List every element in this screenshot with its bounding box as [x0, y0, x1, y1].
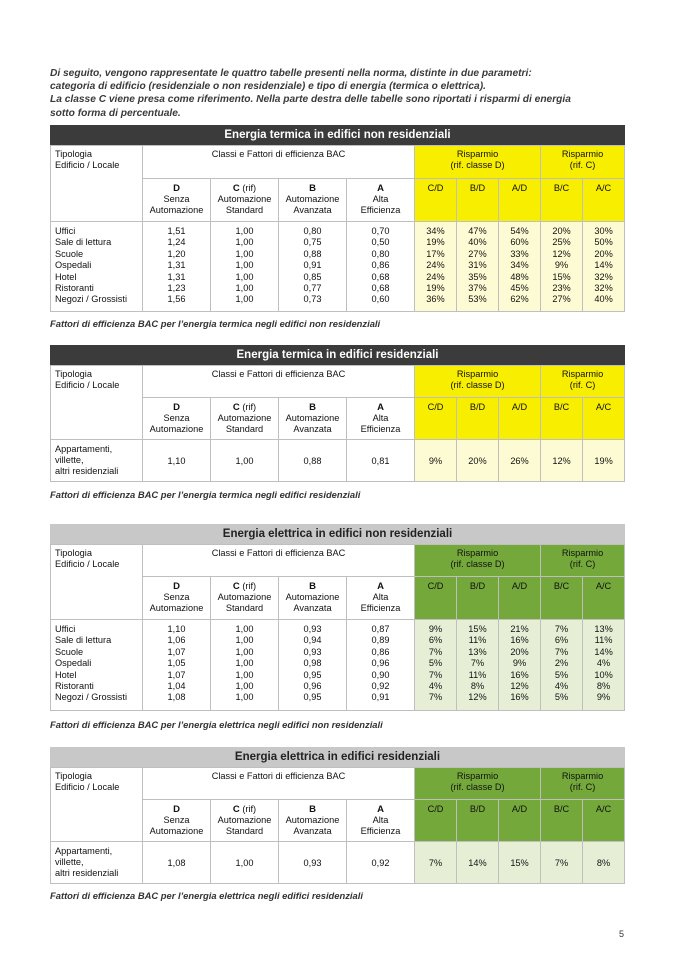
table-cell: 27%	[468, 248, 487, 259]
table-cell: 9%	[428, 624, 443, 634]
table-cell: 0,73	[303, 294, 322, 305]
table-cell: Scuole	[55, 646, 84, 657]
bac-table	[50, 365, 625, 482]
table-cell: 1,56	[167, 294, 186, 305]
table-title: Energia termica in edifici residenziali	[50, 345, 625, 365]
sav-ac-header: A/C	[583, 398, 625, 440]
class-b-header: B Automazione Avanzata	[279, 577, 347, 620]
intro-line: categoria di edificio (residenziale o non residenziale) e tipo di energia (termica o elettrica).	[50, 81, 486, 93]
table-cell: 7%	[428, 692, 443, 703]
table-cell: 24%	[426, 260, 445, 271]
sav-bc-header: B/C	[541, 577, 583, 620]
table-cell: 1,00	[235, 282, 254, 293]
table-cell: 19%	[426, 237, 445, 248]
intro-line: La classe C viene presa come riferimento. Nella parte destra delle tabelle sono riportati i risparmi di energia	[50, 94, 571, 106]
tipologia-header: Tipologia Edificio / Locale	[51, 366, 143, 440]
sav-ac-header: A/C	[583, 179, 625, 222]
table-cell: 60%	[510, 237, 529, 248]
table-cell: 16%	[510, 635, 529, 646]
table-cell: 0,95	[303, 692, 322, 703]
table-cell: 8%	[596, 680, 611, 691]
building-types-column	[51, 620, 143, 711]
table-cell: 1,00	[235, 226, 254, 236]
table-cell: 5%	[554, 669, 569, 680]
table-cell: 0,96	[371, 658, 390, 669]
table-cell: 1,00	[235, 635, 254, 646]
table-cell: 12%	[468, 692, 487, 703]
class-c-values	[211, 620, 279, 711]
table-cell: 17%	[426, 248, 445, 259]
sav-ad-header: A/D	[499, 800, 541, 842]
page-number: 5	[619, 929, 625, 939]
savings-header-c: Risparmio (rif. C)	[541, 146, 625, 179]
sav-cd-header: C/D	[415, 179, 457, 222]
table-cell: 0,91	[371, 692, 390, 703]
table-cell: 1,04	[167, 680, 186, 691]
table-cell: 0,88	[303, 248, 322, 259]
table-cell: 20%	[510, 646, 529, 657]
table-cell: 23%	[552, 282, 571, 293]
table-cell: 9%	[512, 658, 527, 669]
class-a-header: A Alta Efficienza	[347, 179, 415, 222]
table-cell: 0,60	[371, 294, 390, 305]
class-a-header: A Alta Efficienza	[347, 577, 415, 620]
savings-header-d: Risparmio (rif. classe D)	[415, 366, 541, 398]
table-cell: 0,68	[371, 271, 390, 282]
table-cell: 5%	[554, 692, 569, 703]
table-cell: 1,23	[167, 282, 186, 293]
sav-bd-value: 14%	[457, 842, 499, 884]
class-b-header: B Automazione Avanzata	[279, 179, 347, 222]
table-cell: 0,94	[303, 635, 322, 646]
class-c-header: C (rif) Automazione Standard	[211, 398, 279, 440]
table-cell: Negozi / Grossisti	[55, 692, 127, 703]
sav-ac-value: 8%	[583, 842, 625, 884]
table-cell: 1,00	[235, 658, 254, 669]
table-cell: 20%	[594, 248, 613, 259]
sav-bd-values	[457, 620, 499, 711]
table-cell: 32%	[594, 271, 613, 282]
sav-bc-header: B/C	[541, 179, 583, 222]
table-cell: 32%	[594, 282, 613, 293]
table-cell: 1,08	[167, 692, 186, 703]
table-cell: 54%	[510, 226, 529, 236]
bac-table	[50, 767, 625, 884]
class-d-value: 1,08	[143, 842, 211, 884]
savings-header-c: Risparmio (rif. C)	[541, 366, 625, 398]
table-cell: 8%	[470, 680, 485, 691]
sav-cd-value: 9%	[415, 440, 457, 482]
table-cell: 0,86	[371, 260, 390, 271]
class-c-value: 1,00	[211, 440, 279, 482]
bac-table	[50, 145, 625, 312]
table-cell: 1,00	[235, 624, 254, 634]
table-cell: 0,95	[303, 669, 322, 680]
sav-cd-header: C/D	[415, 577, 457, 620]
table-cell: 6%	[554, 635, 569, 646]
sav-bc-values	[541, 222, 583, 312]
class-b-header: B Automazione Avanzata	[279, 800, 347, 842]
table-cell: 1,00	[235, 237, 254, 248]
class-b-value: 0,88	[279, 440, 347, 482]
tipologia-header: Tipologia Edificio / Locale	[51, 768, 143, 842]
table-caption: Fattori di efficienza BAC per l’energia termica negli edifici non residenziali	[50, 318, 381, 329]
table-thermal-non-residential	[50, 125, 625, 312]
table-cell: 9%	[554, 260, 569, 271]
residential-type: Appartamenti, villette, altri residenziali	[51, 842, 143, 884]
table-cell: 11%	[468, 635, 487, 646]
table-cell: 14%	[594, 646, 613, 657]
sav-cd-header: C/D	[415, 398, 457, 440]
table-cell: 16%	[510, 669, 529, 680]
table-cell: 1,06	[167, 635, 186, 646]
table-electric-non-residential	[50, 524, 625, 711]
sav-bd-header: B/D	[457, 577, 499, 620]
sav-ac-value: 19%	[583, 440, 625, 482]
table-cell: 1,00	[235, 294, 254, 305]
table-cell: 25%	[552, 237, 571, 248]
table-cell: 0,96	[303, 680, 322, 691]
table-cell: 20%	[552, 226, 571, 236]
table-cell: 34%	[510, 260, 529, 271]
sav-ad-values	[499, 620, 541, 711]
table-caption: Fattori di efficienza BAC per l’energia termica negli edifici residenziali	[50, 489, 361, 500]
class-d-values	[143, 222, 211, 312]
classes-header: Classi e Fattori di efficienza BAC	[143, 146, 415, 179]
table-cell: 0,80	[303, 226, 322, 236]
sav-bd-value: 20%	[457, 440, 499, 482]
table-cell: 0,85	[303, 271, 322, 282]
table-caption: Fattori di efficienza BAC per l’energia elettrica negli edifici residenziali	[50, 890, 363, 901]
table-cell: 24%	[426, 271, 445, 282]
sav-ac-header: A/C	[583, 800, 625, 842]
sav-ad-values	[499, 222, 541, 312]
table-cell: 12%	[552, 248, 571, 259]
class-c-header: C (rif) Automazione Standard	[211, 577, 279, 620]
intro-text	[50, 67, 622, 120]
sav-bc-value: 12%	[541, 440, 583, 482]
table-cell: 0,77	[303, 282, 322, 293]
table-cell: 45%	[510, 282, 529, 293]
table-cell: Hotel	[55, 271, 77, 282]
table-cell: 1,31	[167, 260, 186, 271]
table-cell: 12%	[510, 680, 529, 691]
class-a-value: 0,81	[347, 440, 415, 482]
class-a-values	[347, 620, 415, 711]
table-cell: 7%	[470, 658, 485, 669]
table-cell: 50%	[594, 237, 613, 248]
table-cell: 1,51	[167, 226, 186, 236]
class-a-header: A Alta Efficienza	[347, 800, 415, 842]
class-d-value: 1,10	[143, 440, 211, 482]
class-c-value: 1,00	[211, 842, 279, 884]
class-d-header: D Senza Automazione	[143, 179, 211, 222]
table-cell: 47%	[468, 226, 487, 236]
table-cell: 1,00	[235, 669, 254, 680]
class-d-header: D Senza Automazione	[143, 577, 211, 620]
table-cell: 0,89	[371, 635, 390, 646]
table-cell: 40%	[468, 237, 487, 248]
table-cell: 21%	[510, 624, 529, 634]
table-cell: 1,00	[235, 248, 254, 259]
table-cell: 1,31	[167, 271, 186, 282]
sav-ad-header: A/D	[499, 179, 541, 222]
table-cell: 27%	[552, 294, 571, 305]
table-cell: 11%	[594, 635, 613, 646]
sav-ad-value: 26%	[499, 440, 541, 482]
table-cell: 0,98	[303, 658, 322, 669]
bac-table	[50, 544, 625, 711]
table-cell: Hotel	[55, 669, 77, 680]
table-cell: 40%	[594, 294, 613, 305]
table-cell: 30%	[594, 226, 613, 236]
sav-bc-value: 7%	[541, 842, 583, 884]
table-cell: 4%	[428, 680, 443, 691]
sav-bc-header: B/C	[541, 398, 583, 440]
classes-header: Classi e Fattori di efficienza BAC	[143, 768, 415, 800]
savings-header-d: Risparmio (rif. classe D)	[415, 545, 541, 577]
table-cell: 19%	[426, 282, 445, 293]
table-cell: 35%	[468, 271, 487, 282]
table-cell: 10%	[594, 669, 613, 680]
table-cell: 11%	[468, 669, 487, 680]
table-cell: 0,80	[371, 248, 390, 259]
table-cell: 48%	[510, 271, 529, 282]
sav-bd-values	[457, 222, 499, 312]
table-cell: 0,91	[303, 260, 322, 271]
table-cell: 1,20	[167, 248, 186, 259]
table-cell: 1,07	[167, 669, 186, 680]
table-cell: 37%	[468, 282, 487, 293]
table-cell: 0,93	[303, 624, 322, 634]
table-thermal-residential	[50, 345, 625, 482]
table-cell: 4%	[554, 680, 569, 691]
table-cell: Ristoranti	[55, 282, 94, 293]
table-cell: 0,90	[371, 669, 390, 680]
table-cell: 6%	[428, 635, 443, 646]
class-c-header: C (rif) Automazione Standard	[211, 800, 279, 842]
table-cell: 1,00	[235, 271, 254, 282]
table-title: Energia termica in edifici non residenziali	[50, 125, 625, 145]
table-cell: 62%	[510, 294, 529, 305]
table-cell: 1,00	[235, 646, 254, 657]
table-cell: 15%	[468, 624, 487, 634]
table-cell: 7%	[554, 646, 569, 657]
table-cell: 1,00	[235, 692, 254, 703]
table-cell: Sale di lettura	[55, 237, 112, 248]
table-cell: 14%	[594, 260, 613, 271]
table-cell: 13%	[468, 646, 487, 657]
table-cell: 0,70	[371, 226, 390, 236]
class-a-header: A Alta Efficienza	[347, 398, 415, 440]
class-a-values	[347, 222, 415, 312]
table-cell: 34%	[426, 226, 445, 236]
table-cell: 7%	[554, 624, 569, 634]
tipologia-header: Tipologia Edificio / Locale	[51, 146, 143, 222]
table-cell: 1,00	[235, 260, 254, 271]
savings-header-d: Risparmio (rif. classe D)	[415, 146, 541, 179]
table-cell: Negozi / Grossisti	[55, 294, 127, 305]
sav-cd-value: 7%	[415, 842, 457, 884]
sav-ac-values	[583, 620, 625, 711]
class-b-values	[279, 222, 347, 312]
table-cell: 0,50	[371, 237, 390, 248]
table-cell: 1,07	[167, 646, 186, 657]
table-cell: 0,87	[371, 624, 390, 634]
table-cell: 15%	[552, 271, 571, 282]
table-cell: 2%	[554, 658, 569, 669]
table-cell: 16%	[510, 692, 529, 703]
sav-ad-header: A/D	[499, 577, 541, 620]
sav-cd-values	[415, 620, 457, 711]
table-cell: Ospedali	[55, 658, 92, 669]
table-cell: Uffici	[55, 226, 76, 236]
table-cell: Scuole	[55, 248, 84, 259]
class-b-value: 0,93	[279, 842, 347, 884]
table-cell: 0,93	[303, 646, 322, 657]
sav-ad-value: 15%	[499, 842, 541, 884]
sav-bc-values	[541, 620, 583, 711]
residential-type: Appartamenti, villette, altri residenziali	[51, 440, 143, 482]
class-d-header: D Senza Automazione	[143, 398, 211, 440]
table-caption: Fattori di efficienza BAC per l’energia elettrica negli edifici non residenziali	[50, 719, 383, 730]
table-cell: 7%	[428, 669, 443, 680]
table-cell: 0,75	[303, 237, 322, 248]
table-cell: 0,86	[371, 646, 390, 657]
sav-bc-header: B/C	[541, 800, 583, 842]
class-c-values	[211, 222, 279, 312]
class-c-header: C (rif) Automazione Standard	[211, 179, 279, 222]
table-cell: 1,24	[167, 237, 186, 248]
savings-header-c: Risparmio (rif. C)	[541, 545, 625, 577]
table-cell: Ristoranti	[55, 680, 94, 691]
table-cell: 36%	[426, 294, 445, 305]
savings-header-c: Risparmio (rif. C)	[541, 768, 625, 800]
table-cell: 9%	[596, 692, 611, 703]
table-cell: 13%	[594, 624, 613, 634]
table-cell: Sale di lettura	[55, 635, 112, 646]
table-cell: 31%	[468, 260, 487, 271]
table-cell: 5%	[428, 658, 443, 669]
table-cell: 53%	[468, 294, 487, 305]
sav-cd-header: C/D	[415, 800, 457, 842]
sav-bd-header: B/D	[457, 800, 499, 842]
sav-cd-values	[415, 222, 457, 312]
intro-line: sotto forma di percentuale.	[50, 107, 181, 119]
class-b-header: B Automazione Avanzata	[279, 398, 347, 440]
sav-ac-values	[583, 222, 625, 312]
class-d-values	[143, 620, 211, 711]
class-b-values	[279, 620, 347, 711]
class-a-value: 0,92	[347, 842, 415, 884]
table-cell: 7%	[428, 646, 443, 657]
classes-header: Classi e Fattori di efficienza BAC	[143, 545, 415, 577]
intro-line: Di seguito, vengono rappresentate le quattro tabelle presenti nella norma, distinte in due parametri:	[50, 68, 532, 79]
table-cell: 1,10	[167, 624, 186, 634]
table-title: Energia elettrica in edifici residenziali	[50, 747, 625, 767]
table-cell: Uffici	[55, 624, 76, 634]
table-cell: Ospedali	[55, 260, 92, 271]
savings-header-d: Risparmio (rif. classe D)	[415, 768, 541, 800]
table-cell: 1,05	[167, 658, 186, 669]
table-cell: 33%	[510, 248, 529, 259]
table-title: Energia elettrica in edifici non residenziali	[50, 524, 625, 544]
table-cell: 0,92	[371, 680, 390, 691]
sav-bd-header: B/D	[457, 179, 499, 222]
table-electric-residential	[50, 747, 625, 884]
tipologia-header: Tipologia Edificio / Locale	[51, 545, 143, 620]
class-d-header: D Senza Automazione	[143, 800, 211, 842]
table-cell: 1,00	[235, 680, 254, 691]
sav-bd-header: B/D	[457, 398, 499, 440]
table-cell: 0,68	[371, 282, 390, 293]
table-cell: 4%	[596, 658, 611, 669]
building-types-column	[51, 222, 143, 312]
classes-header: Classi e Fattori di efficienza BAC	[143, 366, 415, 398]
sav-ac-header: A/C	[583, 577, 625, 620]
sav-ad-header: A/D	[499, 398, 541, 440]
